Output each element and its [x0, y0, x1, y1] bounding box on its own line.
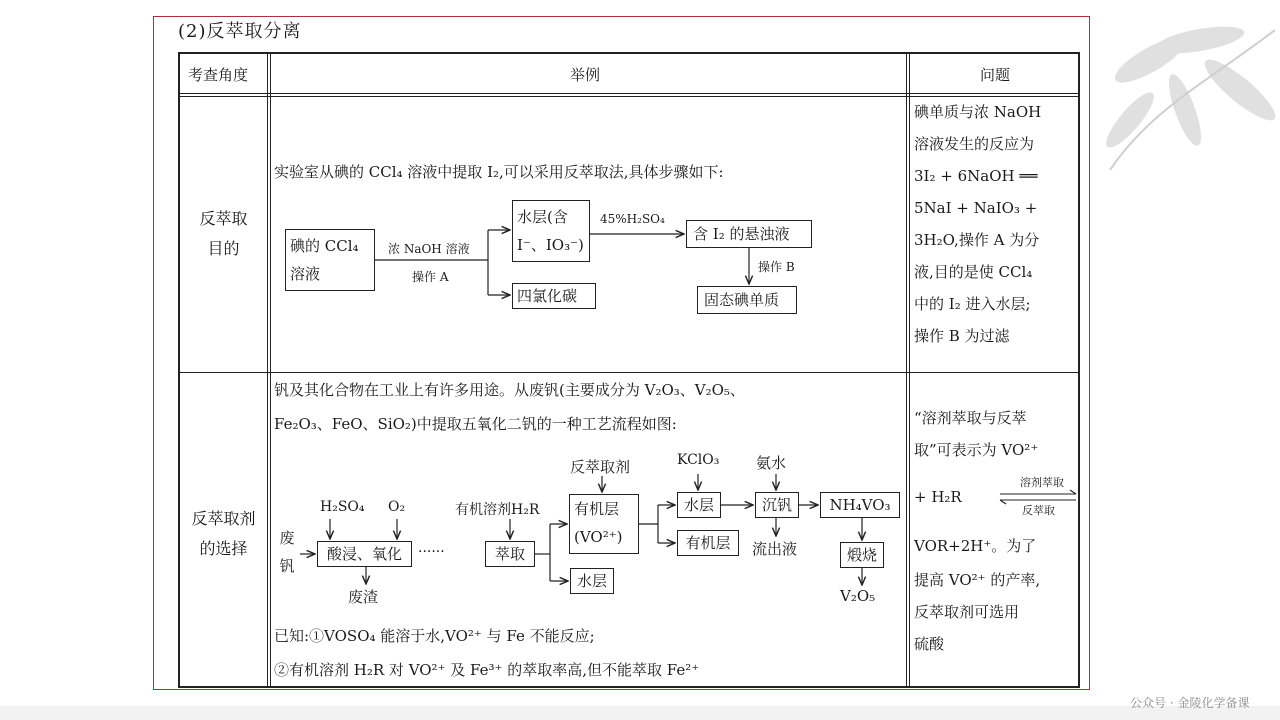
row2-q-3: + H₂R — [914, 488, 962, 506]
flow2-water1-box: 水层 — [570, 568, 614, 594]
flow2-dots: ······ — [418, 544, 445, 560]
flow1-suspension-box: 含 I₂ 的悬浊液 — [686, 220, 812, 248]
flow2-solvent: 有机溶剂H₂R — [455, 502, 540, 518]
bottom-bar — [0, 706, 1280, 720]
flow2-feed: 废 钒 — [279, 529, 295, 575]
eq-bottom-label: 反萃取 — [1022, 504, 1055, 517]
flow2-ammonia: 氨水 — [756, 454, 787, 472]
row2-intro-line2: Fe₂O₃、FeO、SiO₂)中提取五氧化二钒的一种工艺流程如图: — [274, 415, 677, 433]
section-title: (2)反萃取分离 — [178, 21, 302, 42]
flow2-kclo3: KClO₃ — [677, 452, 720, 468]
header-angle: 考查角度 — [188, 66, 249, 84]
row2-q-2: 取”可表示为 VO²⁺ — [914, 441, 1039, 459]
row2-q-7: 硫酸 — [914, 635, 945, 653]
content-table — [178, 52, 1080, 688]
flow2-calcine-box: 煅烧 — [840, 542, 884, 568]
flow1-start-box: 碘的 CCl₄ 溶液 — [285, 229, 375, 291]
leaf-decoration-icon — [1090, 0, 1280, 200]
row1-angle: 反萃取 目的 — [199, 209, 248, 258]
flow1-acid: 45%H₂SO₄ — [600, 212, 665, 226]
flow1-op-b: 操作 B — [758, 260, 795, 274]
flow2-water2-box: 水层 — [677, 492, 721, 518]
row2-q-5: 提高 VO²⁺ 的产率, — [914, 571, 1041, 589]
flow2-organic2-box: 有机层 — [677, 530, 739, 556]
flow2-extract-box: 萃取 — [485, 541, 535, 567]
header-question: 问题 — [980, 66, 1011, 84]
flow2-oxygen: O₂ — [388, 499, 406, 515]
flow1-ccl4-box: 四氯化碳 — [512, 283, 596, 309]
flow2-effluent: 流出液 — [752, 540, 798, 558]
row2-known-1: 已知:①VOSO₄ 能溶于水,VO²⁺ 与 Fe 不能反应; — [274, 627, 595, 645]
flow2-organic-box: 有机层 (VO²⁺) — [569, 494, 639, 554]
flow1-op-a: 操作 A — [412, 270, 449, 284]
row1-question: 碘单质与浓 NaOH 溶液发生的反应为 3I₂ + 6NaOH ══ 5NaI + NaIO₃ + 3H₂O,操作 A 为分 液,目的是使 CCl₄ 中的 I₂ 进入水层; 操作 B 为过滤 — [914, 103, 1042, 345]
flow2-leach-box: 酸浸、氧化 — [317, 541, 412, 567]
row2-known-2: ②有机溶剂 H₂R 对 VO²⁺ 及 Fe³⁺ 的萃取率高,但不能萃取 Fe²⁺ — [274, 661, 700, 679]
flow1-reagent: 浓 NaOH 溶液 — [388, 242, 470, 256]
flow2-acid: H₂SO₄ — [320, 499, 365, 515]
flow2-residue: 废渣 — [348, 588, 379, 606]
flow2-product: V₂O₅ — [840, 587, 876, 605]
watermark: 公众号 · 金陵化学备课 — [1130, 696, 1250, 710]
flow2-precip-box: 沉钒 — [755, 492, 799, 518]
row2-q-1: “溶剂萃取与反萃 — [914, 409, 1027, 427]
eq-top-label: 溶剂萃取 — [1020, 476, 1064, 489]
header-example: 举例 — [570, 66, 601, 84]
row2-q-6: 反萃取剂可选用 — [914, 603, 1020, 621]
row1-intro: 实验室从碘的 CCl₄ 溶液中提取 I₂,可以采用反萃取法,具体步骤如下: — [274, 163, 724, 181]
flow1-water-layer-box: 水层(含 I⁻、IO₃⁻) — [512, 200, 590, 262]
row2-q-4: VOR+2H⁺。为了 — [914, 537, 1037, 555]
row2-intro-line1: 钒及其化合物在工业上有许多用途。从废钒(主要成分为 V₂O₃、V₂O₅、 — [274, 381, 745, 399]
flow1-solid-box: 固态碘单质 — [697, 286, 797, 314]
flow2-nh4vo3-box: NH₄VO₃ — [820, 492, 900, 518]
row2-angle: 反萃取剂 的选择 — [191, 509, 256, 558]
flow2-strip-agent: 反萃取剂 — [570, 458, 631, 476]
